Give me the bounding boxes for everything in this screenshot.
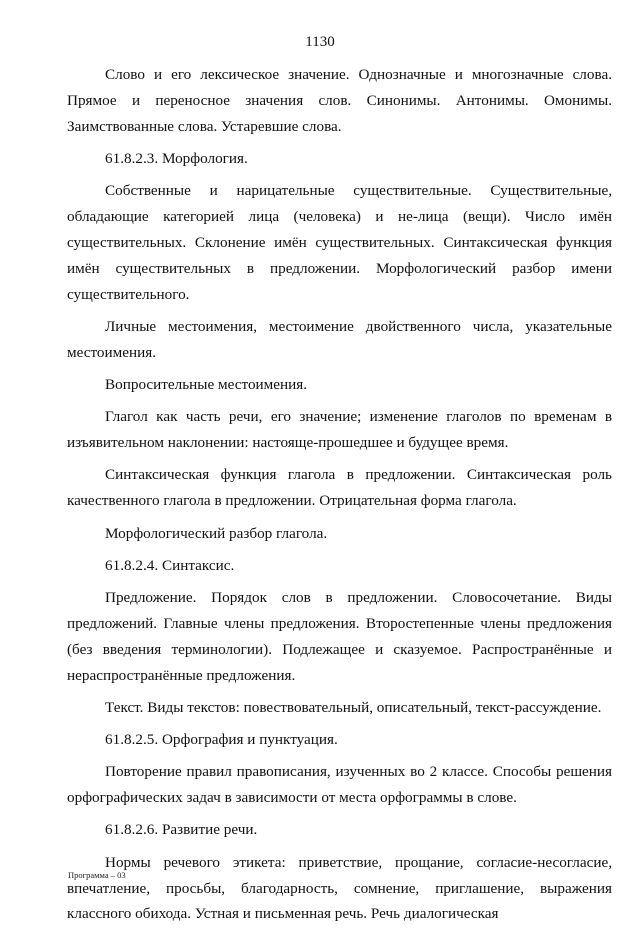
paragraph-nouns: Собственные и нарицательные существительные. Существительные, обладающие категорией лица (человека) и не-лица (вещи). Число имён существительных. Склонение имён существительных. Синтаксическая функция имён существительных в предложении. Морфологический разбор имени существительного. xyxy=(67,182,612,303)
section-heading-morphology: 61.8.2.3. Морфология. xyxy=(105,150,248,168)
paragraph-text-types: Текст. Виды текстов: повествовательный, описательный, текст-рассуждение. xyxy=(105,698,602,716)
page-footer: Программа – 03 xyxy=(68,870,126,880)
paragraph-verb: Глагол как часть речи, его значение; изменение глаголов по временам в изъявительном наклонении: настояще-прошедшее и будущее время. xyxy=(67,408,612,452)
page-number: 1130 xyxy=(305,34,335,50)
paragraph-speech-etiquette: Нормы речевого этикета: приветствие, прощание, согласие-несогласие, впечатление, просьбы, благодарность, сомнение, приглашение, выражения классного обихода. Устная и письменная речь. Речь диалогическая xyxy=(67,853,612,923)
document-body xyxy=(67,62,612,934)
paragraph-interrogative-pronouns: Вопросительные местоимения. xyxy=(105,376,308,394)
paragraph-verb-syntax: Синтаксическая функция глагола в предложении. Синтаксическая роль качественного глагола в предложении. Отрицательная форма глагола. xyxy=(67,466,612,510)
paragraph-lexicology: Слово и его лексическое значение. Однозначные и многозначные слова. Прямое и переносное значения слов. Синонимы. Антонимы. Омонимы. Заимствованные слова. Устаревшие слова. xyxy=(67,66,612,135)
paragraph-personal-pronouns: Личные местоимения, местоимение двойственного числа, указательные местоимения. xyxy=(67,318,612,361)
paragraph-verb-parsing: Морфологический разбор глагола. xyxy=(105,524,328,542)
section-heading-speech-development: 61.8.2.6. Развитие речи. xyxy=(105,821,258,839)
section-heading-orthography: 61.8.2.5. Орфография и пунктуация. xyxy=(105,731,338,749)
paragraph-spelling-rules: Повторение правил правописания, изученных во 2 классе. Способы решения орфографических задач в зависимости от места орфограммы в слове. xyxy=(67,763,612,807)
section-heading-syntax: 61.8.2.4. Синтаксис. xyxy=(105,556,235,574)
paragraph-sentence: Предложение. Порядок слов в предложении. Словосочетание. Виды предложений. Главные члены предложения. Второстепенные члены предложения (без введения терминологии). Подлежащее и сказуемое. Распространённые и нераспространённые предложения. xyxy=(67,588,612,684)
